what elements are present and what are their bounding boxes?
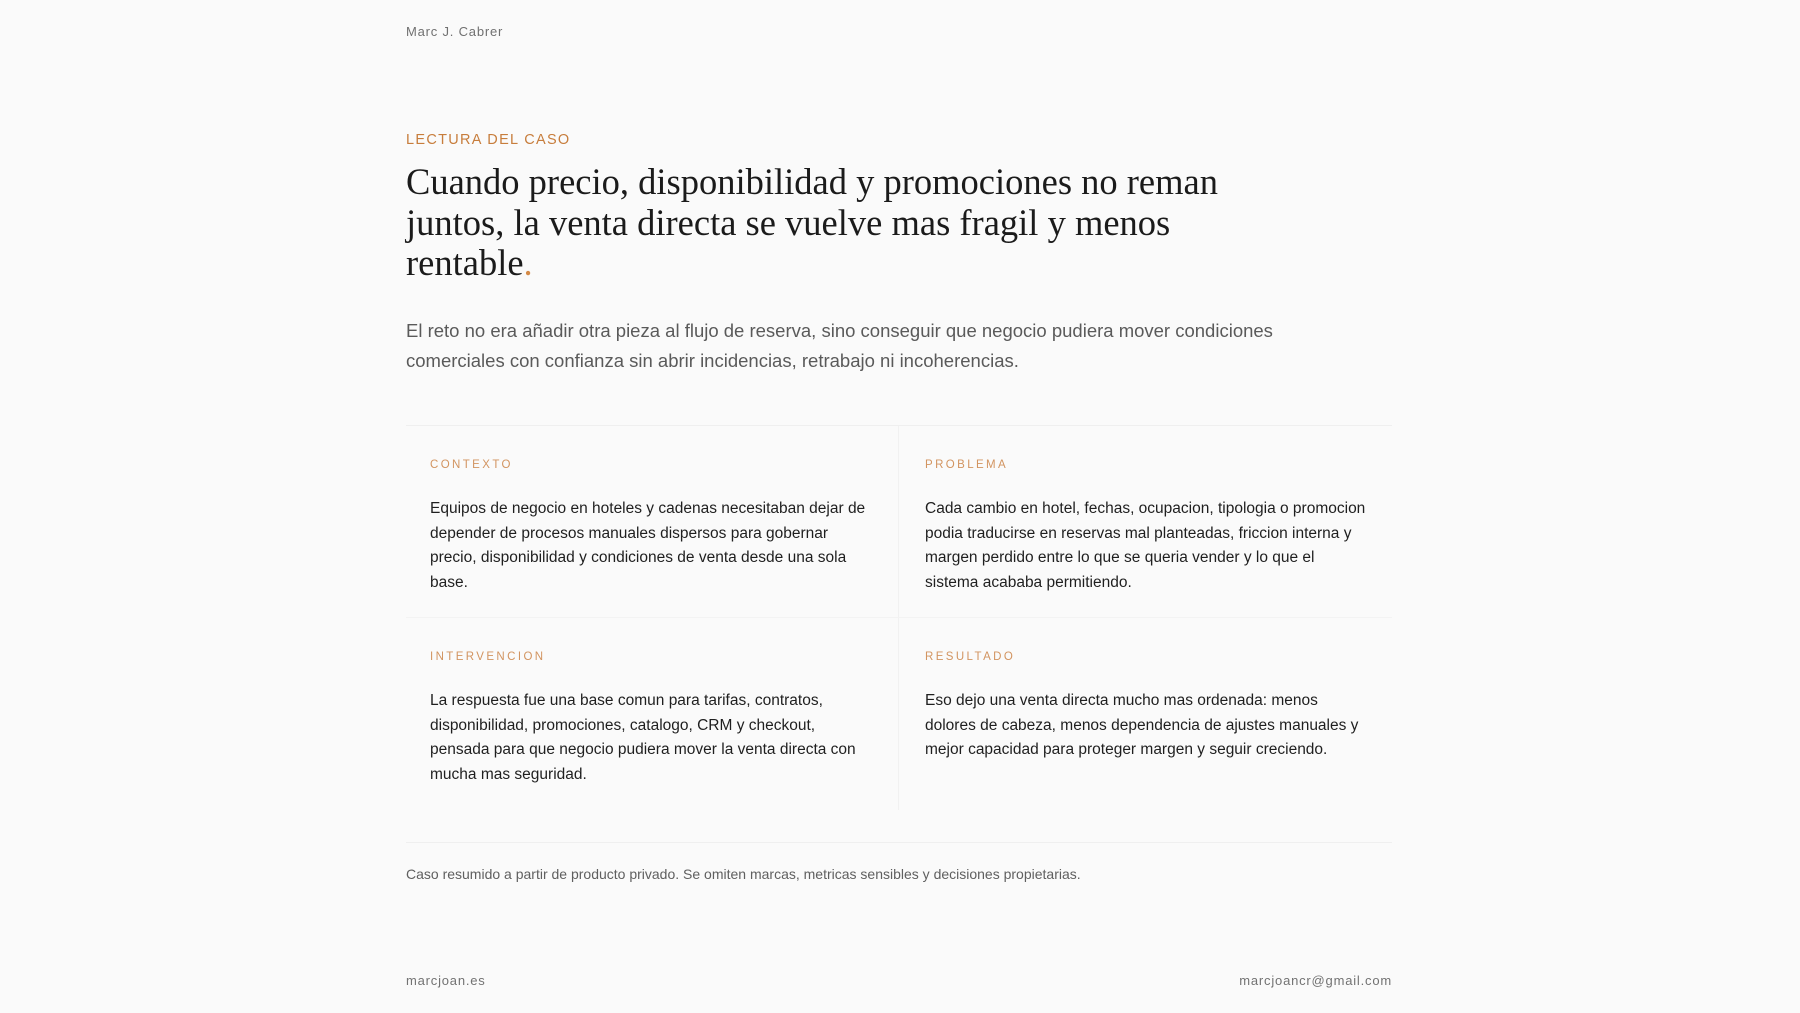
card-label: INTERVENCION xyxy=(430,651,546,663)
case-summary-grid xyxy=(406,425,1392,809)
card-body: Cada cambio en hotel, fechas, ocupacion, tipologia o promocion podia traducirse en reservas mal planteadas, friccion interna y margen perdido entre lo que se queria vender y lo que el sistema acababa permitiendo. xyxy=(925,500,1366,591)
website-link[interactable]: marcjoan.es xyxy=(406,973,486,988)
card-body: Eso dejo una venta directa mucho mas ordenada: menos dolores de cabeza, menos dependencia de ajustes manuales y mejor capacidad para proteger margen y seguir creciendo. xyxy=(925,692,1359,758)
headline-line-3: rentable xyxy=(406,242,524,283)
author-name: Marc J. Cabrer xyxy=(406,24,504,39)
disclaimer-note: Caso resumido a partir de producto privado. Se omiten marcas, metricas sensibles y decisiones propietarias. xyxy=(406,866,1081,882)
email-link[interactable]: marcjoancr@gmail.com xyxy=(1239,973,1392,988)
page-headline xyxy=(406,162,1276,284)
headline-accent-dot: . xyxy=(523,242,533,283)
section-eyebrow: LECTURA DEL CASO xyxy=(406,132,571,148)
card-label: PROBLEMA xyxy=(925,459,1009,471)
card-contexto xyxy=(406,426,899,618)
card-resultado xyxy=(899,618,1392,810)
card-label: CONTEXTO xyxy=(430,459,513,471)
card-problema xyxy=(899,426,1392,618)
divider xyxy=(406,842,1392,843)
lead-paragraph: El reto no era añadir otra pieza al flujo de reserva, sino conseguir que negocio pudiera mover condiciones comerciales con confianza sin abrir incidencias, retrabajo ni incoherencias. xyxy=(406,320,1273,371)
card-intervencion xyxy=(406,618,899,810)
card-body: La respuesta fue una base comun para tarifas, contratos, disponibilidad, promociones, catalogo, CRM y checkout, pensada para que negocio pudiera mover la venta directa con mucha mas seguridad. xyxy=(430,692,856,783)
headline-line-1: Cuando precio, disponibilidad y promociones no reman xyxy=(406,161,1218,202)
case-study-page xyxy=(406,0,1392,1013)
card-body: Equipos de negocio en hoteles y cadenas necesitaban dejar de depender de procesos manuales dispersos para gobernar precio, disponibilidad y condiciones de venta desde una sola base. xyxy=(430,500,866,591)
card-label: RESULTADO xyxy=(925,651,1016,663)
headline-line-2: juntos, la venta directa se vuelve mas fragil y menos xyxy=(406,201,1171,243)
